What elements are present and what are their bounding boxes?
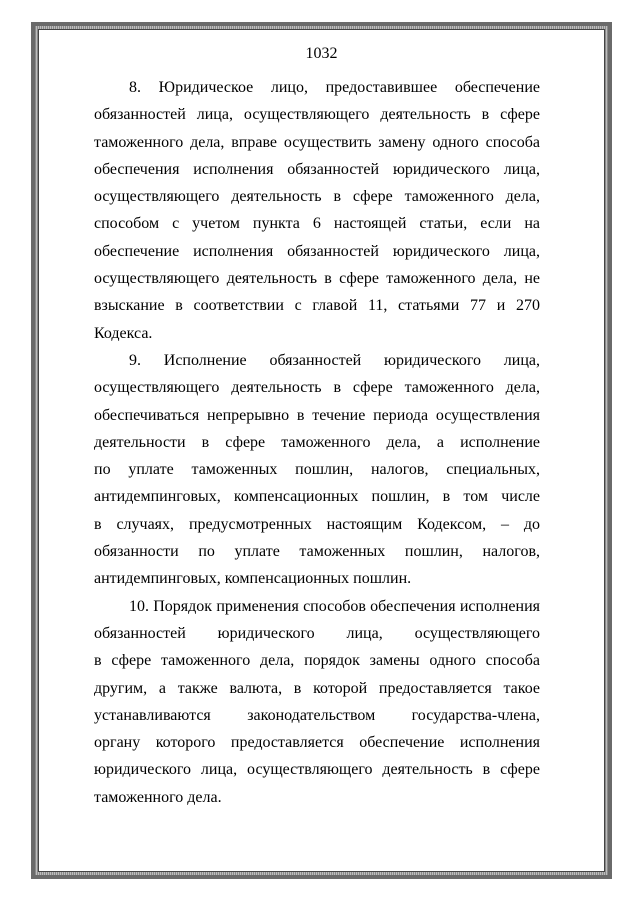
text-line: в случаях, предусмотренных настоящим Кодексом, – до (94, 515, 540, 533)
text-line: по уплате таможенных пошлин, налогов, специальных, (94, 461, 540, 479)
text-line: антидемпинговых, компенсационных пошлин, в том числе (94, 488, 540, 506)
text-line: обеспечение исполнения обязанностей юридического лица, (94, 242, 540, 260)
text-line: Кодекса. (94, 324, 153, 342)
paragraph-10 (94, 593, 540, 811)
paragraph-9 (94, 347, 540, 593)
text-line: обязанности по уплате таможенных пошлин, налогов, (94, 543, 540, 561)
text-line: обеспечения исполнения обязанностей юридического лица, (94, 160, 540, 178)
text-line: 10. Порядок применения способов обеспечения исполнения (129, 597, 540, 615)
text-line: юридического лица, осуществляющего деятельность в сфере (94, 761, 540, 779)
document-body (94, 74, 540, 811)
text-line: 8. Юридическое лицо, предоставившее обеспечение (129, 79, 540, 96)
text-line: таможенного дела. (94, 788, 222, 806)
text-line: таможенного дела, вправе осуществить замену одного способа (94, 133, 540, 151)
text-line: осуществляющего деятельность в сфере таможенного дела, не (94, 270, 540, 288)
page-number: 1032 (305, 45, 338, 62)
text-line: 9. Исполнение обязанностей юридического лица, (129, 351, 540, 369)
text-line: органу которого предоставляется обеспечение исполнения (94, 734, 540, 752)
text-line: осуществляющего деятельность в сфере таможенного дела, (94, 379, 540, 397)
page-sheet (38, 29, 605, 872)
text-line: другим, а также валюта, в которой предоставляется такое (94, 679, 540, 697)
text-line: осуществляющего деятельность в сфере таможенного дела, (94, 188, 540, 206)
text-line: деятельности в сфере таможенного дела, а исполнение (94, 433, 540, 451)
text-line: в сфере таможенного дела, порядок замены одного способа (94, 652, 540, 670)
text-line: обеспечиваться непрерывно в течение периода осуществления (94, 406, 540, 424)
page-border (31, 22, 612, 879)
text-line: взыскание в соответствии с главой 11, статьями 77 и 270 (94, 297, 540, 315)
text-line: устанавливаются законодательством государства-члена, (94, 706, 540, 724)
text-line: способом с учетом пункта 6 настоящей статьи, если на (94, 215, 540, 233)
text-line: антидемпинговых, компенсационных пошлин. (94, 570, 412, 588)
text-line: обязанностей лица, осуществляющего деятельность в сфере (94, 106, 540, 124)
text-line: обязанностей юридического лица, осуществляющего (94, 624, 540, 642)
paragraph-8 (94, 74, 540, 347)
